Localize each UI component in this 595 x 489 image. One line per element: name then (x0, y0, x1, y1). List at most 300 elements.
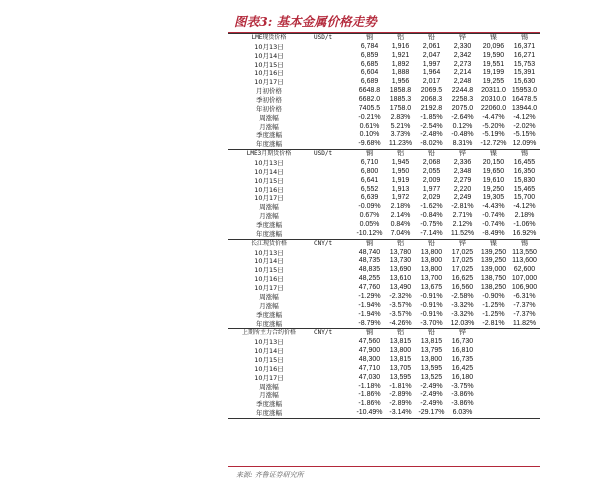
price-cell: 138,750 (480, 275, 507, 283)
unit-spacer (310, 275, 354, 284)
table-row (228, 87, 540, 96)
price-cell: 13,815 (389, 355, 412, 363)
unit-spacer (310, 78, 354, 87)
price-cell: 15,391 (513, 69, 536, 77)
row-label: 周涨幅 (259, 203, 279, 212)
price-cell: 8.31% (452, 140, 473, 148)
unit-spacer (310, 383, 354, 392)
price-cell (478, 383, 509, 392)
table-row (228, 177, 540, 186)
price-cell: 1,921 (391, 51, 410, 59)
row-label: 年度涨幅 (256, 319, 282, 328)
price-cell: -1.86% (358, 391, 381, 399)
metal-column-header: 铅 (416, 329, 447, 338)
unit-spacer (310, 302, 354, 311)
price-cell: 15,465 (513, 185, 536, 193)
price-cell (478, 365, 509, 374)
price-cell: 7.04% (390, 229, 411, 237)
unit-spacer (310, 212, 354, 221)
price-cell: -7.37% (513, 310, 536, 318)
price-cell: 16.92% (512, 229, 537, 237)
row-label: 10月15日 (254, 266, 284, 275)
price-cell: 13,490 (389, 284, 412, 292)
price-cell: -0.48% (451, 131, 474, 139)
price-cell (478, 356, 509, 365)
unit-spacer (310, 230, 354, 239)
price-cell: -6.31% (513, 292, 536, 300)
price-cell (509, 391, 540, 400)
price-cell: 47,900 (358, 347, 381, 355)
price-cell: 47,560 (358, 338, 381, 346)
price-cell: -4.47% (482, 113, 505, 121)
price-cell: -5.19% (482, 131, 505, 139)
row-label: 10月14日 (254, 51, 284, 60)
table-row (228, 383, 540, 392)
price-cell: 1,972 (391, 194, 410, 202)
price-cell: 13,800 (420, 248, 443, 256)
price-cell: 2.18% (390, 203, 411, 211)
table-row (228, 320, 540, 329)
row-label: 月涨幅 (259, 212, 279, 221)
price-cell: 138,250 (480, 284, 507, 292)
row-label: 年初价格 (256, 104, 282, 113)
price-cell: 1885.3 (389, 96, 412, 104)
price-cell: -2.02% (513, 122, 536, 130)
unit-spacer (310, 391, 354, 400)
price-cell: 13,595 (389, 373, 412, 381)
row-label: 月涨幅 (259, 122, 279, 131)
section-label: LME3月期货价格 (228, 150, 310, 159)
price-cell: 15953.0 (511, 87, 538, 95)
price-cell: 6,800 (360, 167, 379, 175)
unit-spacer (310, 194, 354, 203)
table-row (228, 114, 540, 123)
row-label: 月初价格 (256, 87, 282, 96)
price-cell: 139,250 (480, 257, 507, 265)
price-cell: -0.91% (420, 310, 443, 318)
price-cell: 6,685 (360, 60, 379, 68)
price-cell: -2.81% (451, 203, 474, 211)
price-cell: -5.20% (482, 122, 505, 130)
price-cell: 0.84% (390, 221, 411, 229)
price-cell: 20,096 (482, 42, 505, 50)
price-cell: 2,273 (453, 60, 472, 68)
price-cell: 13,800 (420, 257, 443, 265)
price-cell: -1.25% (482, 301, 505, 309)
price-cell: 2,249 (453, 194, 472, 202)
price-cell: 17,025 (451, 257, 474, 265)
table-row (228, 400, 540, 409)
price-cell: 13,780 (389, 248, 412, 256)
price-cell: 16,455 (513, 159, 536, 167)
price-cell: 2244.8 (451, 87, 474, 95)
table-row (228, 52, 540, 61)
row-label: 10月13日 (254, 338, 284, 347)
price-cell: 19,650 (482, 167, 505, 175)
section-unit: CNY/t (310, 239, 354, 248)
price-cell: 13,815 (389, 338, 412, 346)
price-cell: 2,248 (453, 78, 472, 86)
price-cell: 15,700 (513, 194, 536, 202)
price-cell: 2.18% (514, 212, 535, 220)
price-cell: 19,590 (482, 51, 505, 59)
price-cell: 19,255 (482, 78, 505, 86)
price-cell: 13,675 (420, 284, 443, 292)
unit-spacer (310, 320, 354, 329)
section-label: LME现货价格 (228, 34, 310, 43)
price-cell: 7405.5 (358, 104, 381, 112)
price-cell: 16,425 (451, 364, 474, 372)
price-cell: 6,604 (360, 69, 379, 77)
price-cell: 13,795 (420, 347, 443, 355)
row-label: 10月16日 (254, 185, 284, 194)
section-header-row (228, 34, 540, 43)
metal-column-header: 锡 (509, 34, 540, 43)
price-cell: -2.48% (420, 131, 443, 139)
section-header-row (228, 239, 540, 248)
price-cell: -3.70% (420, 319, 443, 327)
unit-spacer (310, 249, 354, 258)
row-label: 10月13日 (254, 248, 284, 257)
price-cell: 48,740 (358, 248, 381, 256)
price-cell: -2.49% (420, 382, 443, 390)
price-cell: 48,255 (358, 275, 381, 283)
price-cell: 1,888 (391, 69, 410, 77)
unit-spacer (310, 114, 354, 123)
price-cell: 19,551 (482, 60, 505, 68)
price-cell: 2,342 (453, 51, 472, 59)
table-row (228, 275, 540, 284)
row-label: 10月17日 (254, 284, 284, 293)
table-row (228, 391, 540, 400)
price-cell: 16,371 (513, 42, 536, 50)
price-cell: -0.74% (482, 221, 505, 229)
price-cell: -0.90% (482, 292, 505, 300)
price-cell: -1.25% (482, 310, 505, 318)
price-cell: -2.49% (420, 391, 443, 399)
table-row (228, 131, 540, 140)
price-cell (478, 400, 509, 409)
metal-column-header: 锡 (509, 150, 540, 159)
price-cell: 106,900 (511, 284, 538, 292)
price-cell: 5.21% (390, 122, 411, 130)
price-cell: 13,800 (389, 347, 412, 355)
table-row (228, 409, 540, 418)
price-cell (478, 347, 509, 356)
price-cell: 1,956 (391, 78, 410, 86)
price-cell: 139,000 (480, 266, 507, 274)
price-cell: -8.79% (358, 319, 381, 327)
price-cell: 2,068 (422, 159, 441, 167)
price-cell: -3.86% (451, 391, 474, 399)
metal-column-header (509, 329, 540, 338)
table-row (228, 212, 540, 221)
row-label: 年度涨幅 (256, 229, 282, 238)
row-label: 年度涨幅 (256, 140, 282, 149)
price-cell: 1,919 (391, 176, 410, 184)
price-cell: 16,560 (451, 284, 474, 292)
price-cell: 113,550 (512, 248, 537, 256)
table-row (228, 347, 540, 356)
price-cell: 2.12% (452, 221, 473, 229)
price-cell: -2.32% (389, 292, 412, 300)
price-cell: 2.14% (390, 212, 411, 220)
price-cell: 6,641 (360, 176, 379, 184)
price-cell (478, 374, 509, 383)
table-row (228, 374, 540, 383)
price-cell: 19,305 (482, 194, 505, 202)
price-cell: -4.12% (513, 113, 536, 121)
price-cell: -4.12% (513, 203, 536, 211)
row-label: 10月13日 (254, 159, 284, 168)
price-cell: 0.12% (452, 122, 473, 130)
table-row (228, 293, 540, 302)
unit-spacer (310, 159, 354, 168)
price-cell: 13,815 (420, 338, 443, 346)
row-label: 季度涨幅 (256, 400, 282, 409)
price-cell: 20,150 (482, 159, 505, 167)
unit-spacer (310, 96, 354, 105)
price-cell: 11.52% (450, 229, 475, 237)
price-cell: 2,279 (453, 176, 472, 184)
price-cell: 16478.5 (511, 96, 538, 104)
price-cell: 1858.8 (389, 87, 412, 95)
price-cell: 22060.0 (480, 104, 507, 112)
price-cell: -29.17% (416, 409, 447, 418)
table-row (228, 186, 540, 195)
section-header-row (228, 329, 540, 338)
unit-spacer (310, 186, 354, 195)
price-cell: 17,025 (451, 266, 474, 274)
row-label: 10月16日 (254, 364, 284, 373)
price-cell: 13,800 (420, 355, 443, 363)
price-cell: 15,753 (513, 60, 536, 68)
price-cell: -1.06% (513, 221, 536, 229)
price-cell: 107,000 (511, 275, 538, 283)
price-cell: -2.89% (389, 391, 412, 399)
price-cell: -2.81% (482, 319, 505, 327)
metal-column-header: 铜 (354, 329, 385, 338)
price-cell: 2,029 (422, 194, 441, 202)
metal-column-header: 铜 (354, 150, 385, 159)
price-cell: 2192.8 (420, 104, 443, 112)
figure-title: 图表3: 基本金属价格走势 (234, 14, 377, 29)
price-cell: 1,977 (422, 185, 441, 193)
section-label: 上期所主力合约价格 (228, 329, 310, 338)
price-cell: 1,950 (391, 167, 410, 175)
row-label: 10月15日 (254, 176, 284, 185)
price-cell: -3.14% (385, 409, 416, 418)
price-cell: -1.81% (389, 382, 412, 390)
price-cell: 19,199 (482, 69, 505, 77)
metal-column-header: 镍 (478, 34, 509, 43)
price-cell: -3.86% (451, 400, 474, 408)
unit-spacer (310, 203, 354, 212)
section-label: 长江现货价格 (228, 239, 310, 248)
price-cell: -0.91% (420, 301, 443, 309)
price-cell: 1,964 (422, 69, 441, 77)
unit-spacer (310, 140, 354, 149)
unit-spacer (310, 284, 354, 293)
unit-spacer (310, 177, 354, 186)
price-cell: 2,336 (453, 159, 472, 167)
price-cell: -8.02% (420, 140, 443, 148)
price-cell: 11.82% (512, 319, 537, 327)
price-cell: 3.73% (390, 131, 411, 139)
table-row (228, 230, 540, 239)
table-row (228, 356, 540, 365)
price-cell (509, 338, 540, 347)
price-cell: 2258.3 (451, 96, 474, 104)
price-cell: -10.12% (356, 229, 383, 237)
row-label: 10月15日 (254, 60, 284, 69)
metal-column-header: 锌 (447, 329, 478, 338)
price-cell (478, 409, 509, 418)
metals-price-table (228, 33, 540, 419)
metal-column-header: 铜 (354, 239, 385, 248)
row-label: 季度涨幅 (256, 310, 282, 319)
price-cell: 13,705 (389, 364, 412, 372)
price-cell: 6,689 (360, 78, 379, 86)
unit-spacer (310, 87, 354, 96)
price-cell (509, 400, 540, 409)
price-cell: 17,025 (451, 248, 474, 256)
price-cell: -4.26% (389, 319, 412, 327)
price-cell: 2075.0 (451, 104, 474, 112)
price-cell: 2,047 (422, 51, 441, 59)
row-label: 月涨幅 (259, 391, 279, 400)
row-label: 10月14日 (254, 347, 284, 356)
price-cell: 48,835 (358, 266, 381, 274)
metal-column-header: 锌 (447, 239, 478, 248)
price-cell: 0.61% (359, 122, 380, 130)
unit-spacer (310, 374, 354, 383)
price-cell: -0.21% (358, 113, 381, 121)
price-cell: 13,595 (420, 364, 443, 372)
metal-column-header: 铝 (385, 34, 416, 43)
price-cell: 2,061 (422, 42, 441, 50)
price-cell: 0.05% (359, 221, 380, 229)
row-label: 10月17日 (254, 78, 284, 87)
price-cell (478, 391, 509, 400)
metal-column-header (478, 329, 509, 338)
price-cell: -1.62% (420, 203, 443, 211)
price-cell: 48,735 (358, 257, 381, 265)
metal-column-header: 铅 (416, 239, 447, 248)
price-cell: 15,630 (513, 78, 536, 86)
unit-spacer (310, 69, 354, 78)
price-cell: 2069.5 (420, 87, 443, 95)
price-cell: 13,525 (420, 373, 443, 381)
table-row (228, 221, 540, 230)
table-row (228, 194, 540, 203)
price-cell: 6,859 (360, 51, 379, 59)
price-cell: 1,913 (391, 185, 410, 193)
price-cell: -4.43% (482, 203, 505, 211)
table-row (228, 78, 540, 87)
unit-spacer (310, 293, 354, 302)
price-cell: 62,600 (513, 266, 536, 274)
row-label: 10月14日 (254, 167, 284, 176)
price-cell: 2068.3 (420, 96, 443, 104)
table-row (228, 43, 540, 52)
row-label: 10月15日 (254, 355, 284, 364)
section-header-row (228, 150, 540, 159)
unit-spacer (310, 338, 354, 347)
price-cell: 2,055 (422, 167, 441, 175)
price-cell: -1.86% (358, 400, 381, 408)
metal-column-header: 锌 (447, 150, 478, 159)
price-cell: 1,892 (391, 60, 410, 68)
source-bar (228, 466, 540, 485)
metal-column-header: 铜 (354, 34, 385, 43)
price-cell: -9.68% (358, 140, 381, 148)
table-row (228, 257, 540, 266)
price-cell: 6,639 (360, 194, 379, 202)
price-cell: 0.67% (359, 212, 380, 220)
table-row (228, 69, 540, 78)
price-cell: 2.83% (390, 113, 411, 121)
price-cell: -8.49% (482, 229, 505, 237)
price-cell: 139,250 (480, 248, 507, 256)
table-row (228, 266, 540, 275)
metal-column-header: 镍 (478, 150, 509, 159)
row-label: 季初价格 (256, 96, 282, 105)
price-cell: 1,945 (391, 159, 410, 167)
unit-spacer (310, 347, 354, 356)
table-row (228, 159, 540, 168)
price-cell: -2.58% (451, 292, 474, 300)
source-note: 来源: 齐鲁证券研究所 (236, 471, 304, 479)
price-cell: 15,830 (513, 176, 536, 184)
table-row (228, 311, 540, 320)
price-cell: -2.54% (420, 122, 443, 130)
section-unit: USD/t (310, 34, 354, 43)
price-cell: 2,220 (453, 185, 472, 193)
price-cell: 6,784 (360, 42, 379, 50)
price-cell: 11.23% (388, 140, 413, 148)
metal-column-header: 铅 (416, 150, 447, 159)
price-cell: -3.57% (389, 310, 412, 318)
price-cell: 2,330 (453, 42, 472, 50)
title-bar (228, 10, 540, 33)
row-label: 周涨幅 (259, 113, 279, 122)
price-cell: 2,214 (453, 69, 472, 77)
price-cell: 6648.8 (358, 87, 381, 95)
price-cell: 13,690 (389, 266, 412, 274)
price-cell: -0.84% (420, 212, 443, 220)
table-row (228, 338, 540, 347)
price-cell: 2,017 (422, 78, 441, 86)
unit-spacer (310, 105, 354, 114)
price-cell: -1.29% (358, 292, 381, 300)
unit-spacer (310, 43, 354, 52)
metal-column-header: 铝 (385, 239, 416, 248)
price-cell: 12.09% (512, 140, 537, 148)
price-cell: -1.85% (420, 113, 443, 121)
price-cell: 2,009 (422, 176, 441, 184)
unit-spacer (310, 356, 354, 365)
unit-spacer (310, 221, 354, 230)
row-label: 季度涨幅 (256, 221, 282, 230)
price-cell: -0.91% (420, 292, 443, 300)
price-cell: 2.71% (452, 212, 473, 220)
price-cell: 6,552 (360, 185, 379, 193)
price-cell (478, 338, 509, 347)
price-cell: 19,610 (482, 176, 505, 184)
price-cell: 20311.0 (481, 87, 506, 95)
metal-column-header: 镍 (478, 239, 509, 248)
